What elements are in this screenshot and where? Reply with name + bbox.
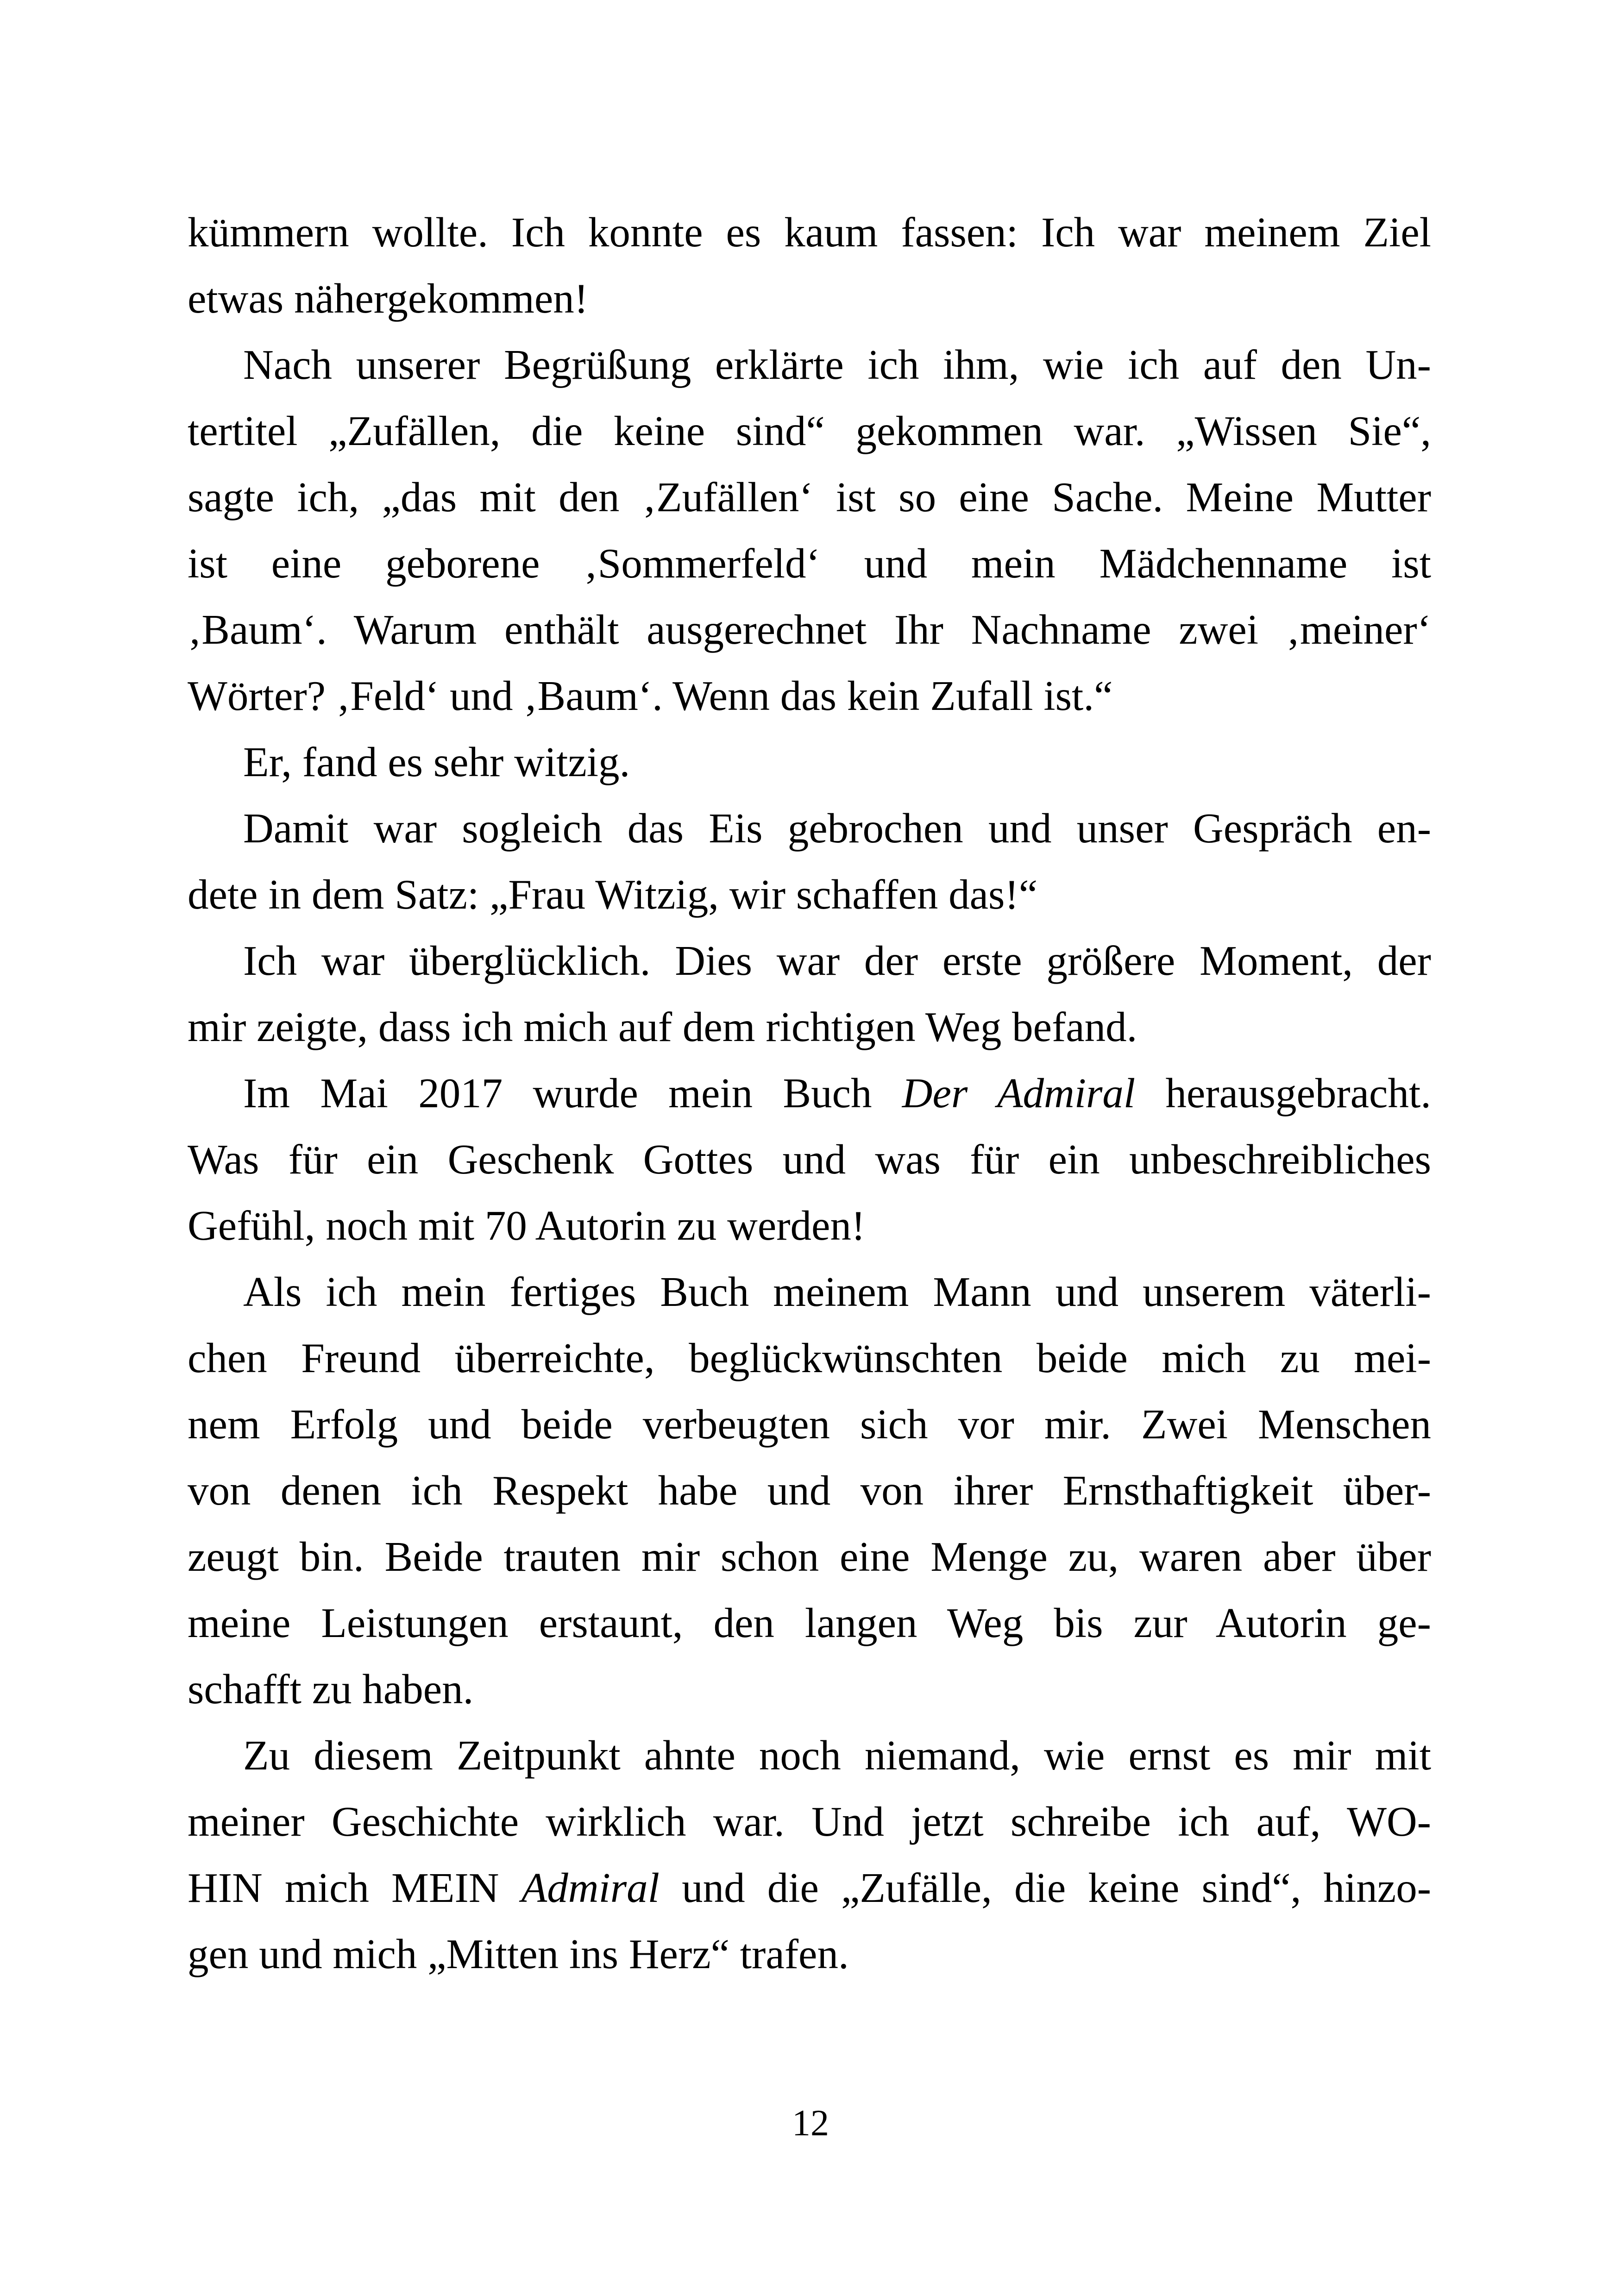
text-segment: Wörter? ‚Feld‘ und ‚Baum‘. Wenn das kein Zufall ist.“ [188, 672, 1113, 719]
text-line [188, 1391, 1431, 1457]
text-line [188, 994, 1431, 1060]
text-line [188, 1921, 1431, 1987]
text-segment: meine Leistungen erstaunt, den langen Weg bis zur Autorin ge- [188, 1600, 1431, 1646]
text-line [188, 1060, 1431, 1126]
text-segment: kümmern wollte. Ich konnte es kaum fassen: Ich war meinem Ziel [188, 209, 1431, 256]
text-line [188, 1855, 1431, 1921]
text-segment: tertitel „Zufällen, die keine sind“ gekommen war. „Wissen Sie“, [188, 408, 1431, 454]
text-segment: ist eine geborene ‚Sommerfeld‘ und mein Mädchenname ist [188, 540, 1431, 587]
text-line [188, 1457, 1431, 1524]
text-line [188, 1722, 1431, 1788]
text-line [188, 928, 1431, 994]
text-segment: schafft zu haben. [188, 1666, 474, 1713]
text-line [188, 596, 1431, 663]
text-segment: Ich war überglücklich. Dies war der erste größere Moment, der [243, 937, 1431, 984]
text-line [188, 795, 1431, 861]
text-line [188, 464, 1431, 530]
text-segment: dete in dem Satz: „Frau Witzig, wir schaffen das!“ [188, 871, 1038, 918]
text-segment: HIN mich MEIN [188, 1864, 521, 1911]
text-line [188, 530, 1431, 596]
text-segment: ‚Baum‘. Warum enthält ausgerechnet Ihr Nachname zwei ‚meiner‘ [188, 606, 1431, 653]
text-segment: gen und mich „Mitten ins Herz“ trafen. [188, 1931, 849, 1977]
text-segment: Damit war sogleich das Eis gebrochen und unser Gespräch en- [243, 805, 1431, 852]
text-segment: mir zeigte, dass ich mich auf dem richtigen Weg befand. [188, 1004, 1137, 1050]
text-line [188, 1126, 1431, 1192]
text-segment: meiner Geschichte wirklich war. Und jetzt schreibe ich auf, WO- [188, 1798, 1431, 1845]
italic-text: Admiral [521, 1864, 660, 1911]
text-segment: Nach unserer Begrüßung erklärte ich ihm, wie ich auf den Un- [243, 341, 1431, 388]
text-line [188, 729, 1431, 795]
text-line [188, 1656, 1431, 1722]
text-line [188, 663, 1431, 729]
page-number: 12 [792, 2103, 829, 2144]
text-segment: sagte ich, „das mit den ‚Zufällen‘ ist so eine Sache. Meine Mutter [188, 474, 1431, 521]
text-line [188, 1590, 1431, 1656]
text-segment: Zu diesem Zeitpunkt ahnte noch niemand, wie ernst es mir mit [243, 1732, 1431, 1779]
text-line [188, 861, 1431, 928]
text-segment: Er, fand es sehr witzig. [243, 739, 630, 785]
text-segment: und die „Zufälle, die keine sind“, hinzo- [659, 1864, 1431, 1911]
text-line [188, 265, 1431, 332]
text-segment: Was für ein Geschenk Gottes und was für ein unbeschreibliches [188, 1136, 1431, 1183]
text-segment: Gefühl, noch mit 70 Autorin zu werden! [188, 1202, 866, 1249]
text-line [188, 1192, 1431, 1259]
text-line [188, 1524, 1431, 1590]
text-line [188, 1788, 1431, 1855]
text-segment: Im Mai 2017 wurde mein Buch [243, 1070, 902, 1117]
text-segment: Als ich mein fertiges Buch meinem Mann und unserem väterli- [243, 1268, 1431, 1315]
text-segment: von denen ich Respekt habe und von ihrer Ernsthaftigkeit über- [188, 1467, 1431, 1514]
text-line [188, 1259, 1431, 1325]
body-text [188, 199, 1431, 1987]
text-line [188, 1325, 1431, 1391]
text-segment: chen Freund überreichte, beglückwünschten beide mich zu mei- [188, 1335, 1431, 1381]
text-segment: zeugt bin. Beide trauten mir schon eine Menge zu, waren aber über [188, 1533, 1431, 1580]
text-line [188, 398, 1431, 464]
italic-text: Der Admiral [902, 1070, 1136, 1117]
text-segment: nem Erfolg und beide verbeugten sich vor mir. Zwei Menschen [188, 1401, 1431, 1448]
text-line [188, 332, 1431, 398]
text-segment: herausgebracht. [1135, 1070, 1431, 1117]
text-line [188, 199, 1431, 265]
text-segment: etwas nähergekommen! [188, 275, 589, 322]
